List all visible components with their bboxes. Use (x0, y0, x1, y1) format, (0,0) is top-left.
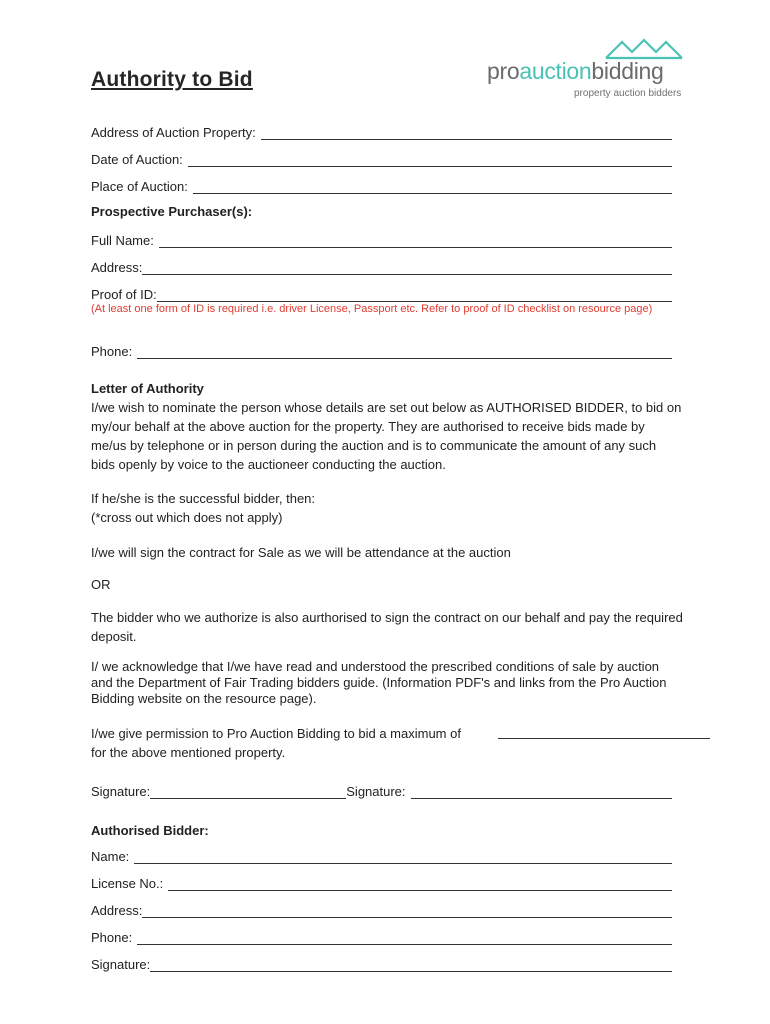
proof-of-id-line[interactable] (157, 289, 672, 302)
logo-tagline: property auction bidders (574, 88, 682, 99)
proof-of-id-label: Proof of ID: (91, 287, 157, 302)
logo-word-bidding: bidding (591, 58, 664, 84)
logo-wordmark (487, 58, 664, 85)
max-bid-text: I/we give permission to Pro Auction Bidding to bid a maximum of (91, 726, 461, 741)
auction-address-field[interactable] (91, 122, 672, 140)
letter-paragraph-2a: If he/she is the successful bidder, then: (91, 491, 316, 506)
bidder-license-field[interactable] (91, 873, 672, 891)
purchaser-heading: Prospective Purchaser(s): (91, 204, 253, 219)
auction-place-field[interactable] (91, 176, 672, 194)
signature-2-line[interactable] (411, 786, 672, 799)
proof-of-id-note: (At least one form of ID is required i.e. driver License, Passport etc. Refer to proof of ID checklist on resource page) (91, 303, 653, 315)
purchaser-phone-line[interactable] (137, 346, 672, 359)
bidder-license-line[interactable] (168, 878, 672, 891)
bidder-license-label: License No.: (91, 876, 164, 891)
bidder-name-field[interactable] (91, 846, 672, 864)
letter-option-sign: I/we will sign the contract for Sale as we will be attendance at the auction (91, 545, 511, 560)
signatures-row (91, 781, 672, 799)
purchaser-phone-field[interactable] (91, 341, 672, 359)
bidder-name-line[interactable] (134, 851, 672, 864)
purchaser-name-field[interactable] (91, 230, 672, 248)
logo-word-pro: pro (487, 58, 520, 84)
signature-1-line[interactable] (150, 786, 346, 799)
proof-of-id-field[interactable] (91, 284, 672, 302)
bidder-signature-label: Signature: (91, 957, 151, 972)
brand-logo (487, 38, 687, 102)
purchaser-name-line[interactable] (159, 235, 672, 248)
signature-1-label: Signature: (91, 784, 151, 799)
letter-heading: Letter of Authority (91, 381, 204, 396)
bidder-phone-line[interactable] (137, 932, 672, 945)
auction-place-line[interactable] (193, 181, 672, 194)
auction-date-line[interactable] (188, 154, 672, 167)
letter-option-bidder: The bidder who we authorize is also aurthorised to sign the contract on our behalf and pay the required deposit. (91, 610, 683, 644)
bidder-address-line[interactable] (142, 905, 672, 918)
logo-word-auction: auction (519, 58, 592, 84)
purchaser-address-line[interactable] (142, 262, 672, 275)
max-bid-line-2: for the above mentioned property. (91, 745, 286, 760)
letter-paragraph-1: I/we wish to nominate the person whose details are set out below as AUTHORISED BIDDER, to bid on my/our behalf at the above auction for the property. They are authorised to receive bids made by me/us by telephone or in person during the auction and is to communicate the amount of any such bids openly by voice to the auctioneer conducting the auction. (91, 400, 682, 472)
purchaser-phone-label: Phone: (91, 344, 133, 359)
signature-2-label: Signature: (346, 784, 406, 799)
auction-place-label: Place of Auction: (91, 179, 188, 194)
max-bid-amount-line[interactable] (498, 726, 710, 739)
purchaser-address-label: Address: (91, 260, 143, 275)
auction-address-line[interactable] (261, 127, 672, 140)
bidder-signature-field[interactable] (91, 954, 672, 972)
auction-date-field[interactable] (91, 149, 672, 167)
bidder-name-label: Name: (91, 849, 130, 864)
bidder-signature-line[interactable] (150, 959, 672, 972)
bidder-address-field[interactable] (91, 900, 672, 918)
bidder-phone-label: Phone: (91, 930, 133, 945)
bidder-heading: Authorised Bidder: (91, 823, 209, 838)
purchaser-name-label: Full Name: (91, 233, 154, 248)
page-title: Authority to Bid (91, 68, 253, 91)
letter-or: OR (91, 577, 111, 592)
letter-acknowledgement: I/ we acknowledge that I/we have read and understood the prescribed conditions of sale by auction and the Department of Fair Trading bidders guide. (Information PDF's and links from the Pro Auction Bidding website on the resource page). (91, 659, 667, 706)
roof-logo-icon (604, 38, 684, 60)
bidder-phone-field[interactable] (91, 927, 672, 945)
auction-date-label: Date of Auction: (91, 152, 183, 167)
purchaser-address-field[interactable] (91, 257, 672, 275)
letter-paragraph-2b: (*cross out which does not apply) (91, 510, 283, 525)
max-bid-line-1 (91, 724, 461, 743)
bidder-address-label: Address: (91, 903, 143, 918)
auction-address-label: Address of Auction Property: (91, 125, 256, 140)
